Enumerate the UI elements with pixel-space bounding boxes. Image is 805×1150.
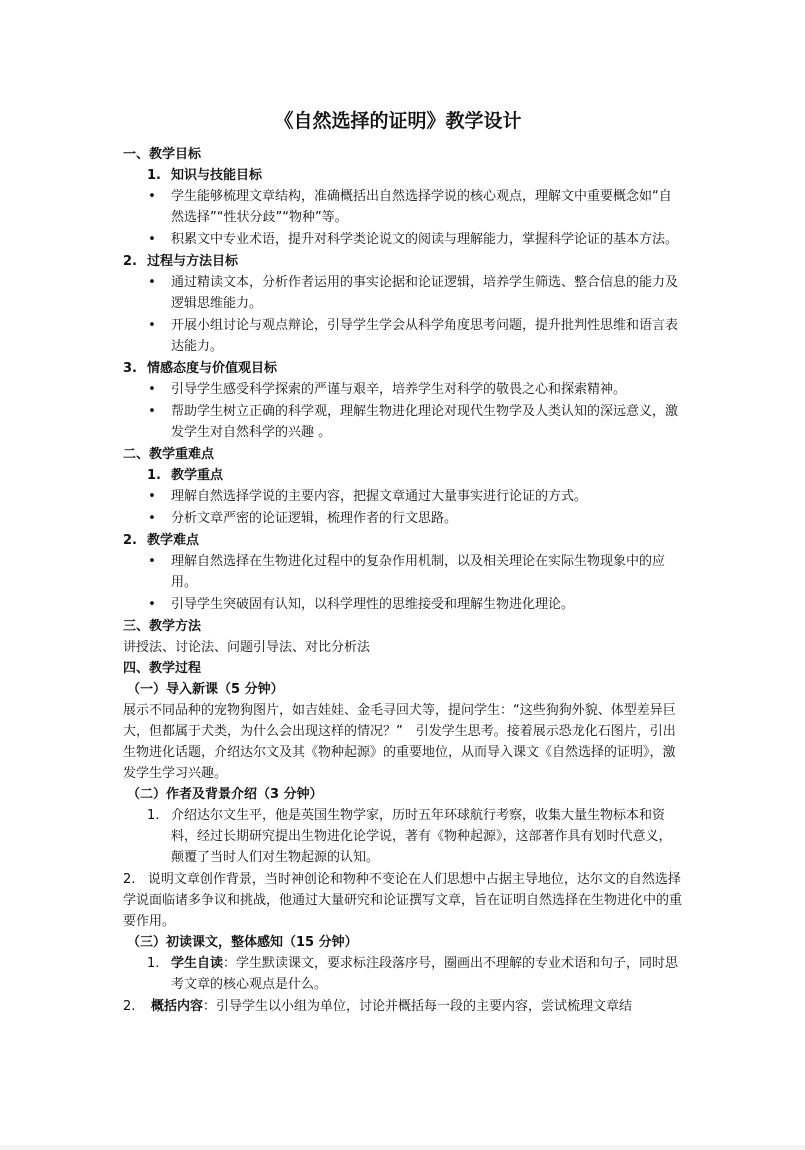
subheading-number: 1.: [147, 168, 161, 183]
bullet-icon: •: [148, 232, 156, 247]
step-intro-text: 展示不同品种的宠物狗图片，如吉娃娃、金毛寻回犬等，提问学生：“这些狗狗外貌、体型差异巨大，但都属于犬类，为什么会出现这样的情况？” 引发学生思考。接着展示恐龙化石图片，引出生物进化话题，介绍达尔文及其《物种起源》的重要地位，从而导入课文《自然选择的证明》，激发学生学习兴趣。: [123, 703, 676, 781]
bullet-icon: •: [148, 511, 156, 526]
subheading-knowledge-goals: [123, 165, 683, 186]
subheading-number: 2.: [123, 533, 137, 548]
item-text: ：学生默读课文，要求标注段落序号，圈画出不理解的专业术语和句子，同时思考文章的核心观点是什么。: [171, 956, 679, 992]
bullet-icon: •: [148, 597, 156, 612]
numbered-item: [123, 953, 683, 995]
item-number: 1.: [147, 956, 160, 971]
subheading-label: 教学重点: [171, 468, 224, 483]
bullet-item: [123, 379, 683, 400]
subheading-key-focus: [123, 465, 683, 486]
bullet-item: [123, 186, 683, 228]
item-label: 学生自读: [171, 956, 224, 971]
subheading-label: 过程与方法目标: [147, 254, 239, 269]
bullet-icon: •: [148, 554, 156, 569]
bullet-item: [123, 594, 683, 615]
bullet-item: [123, 229, 683, 250]
numbered-item: [123, 805, 683, 868]
section-heading-goals: 一、教学目标: [123, 147, 202, 162]
subheading-number: 1.: [147, 468, 161, 483]
bullet-icon: •: [148, 318, 156, 333]
item-number: 2.: [123, 999, 136, 1014]
bullet-text: 开展小组讨论与观点辩论，引导学生学会从科学角度思考问题，提升批判性思维和语言表达能力。: [171, 318, 679, 354]
step-heading-background: （二）作者及背景介绍（3 分钟）: [127, 787, 323, 802]
bullet-item: [123, 508, 683, 529]
bullet-item: [123, 401, 683, 443]
item-label: 概括内容: [151, 999, 204, 1014]
step-heading-intro: （一）导入新课（5 分钟）: [127, 682, 284, 697]
subheading-process-goals: [123, 251, 683, 272]
bullet-item: [123, 315, 683, 357]
subheading-label: 教学难点: [147, 533, 200, 548]
bullet-text: 引导学生感受科学探索的严谨与艰辛，培养学生对科学的敬畏之心和探索精神。: [171, 382, 627, 397]
subheading-values-goals: [123, 358, 683, 379]
bullet-text: 理解自然选择在生物进化过程中的复杂作用机制，以及相关理论在实际生物现象中的应用。: [171, 554, 666, 590]
bullet-text: 引导学生突破固有认知，以科学理性的思维接受和理解生物进化理论。: [171, 597, 575, 612]
bullet-item: [123, 486, 683, 507]
document-body: [123, 106, 683, 1017]
bullet-item: [123, 272, 683, 314]
bullet-icon: •: [148, 189, 156, 204]
section-heading-key-points: 二、教学重难点: [123, 447, 215, 462]
methods-text: 讲授法、讨论法、问题引导法、对比分析法: [123, 640, 371, 655]
item-text: 介绍达尔文生平，他是英国生物学家，历时五年环球航行考察，收集大量生物标本和资料，经过长期研究提出生物进化论学说，著有《物种起源》，这部著作具有划时代意义，颠覆了当时人们对生物起源的认知。: [171, 808, 672, 865]
bullet-text: 积累文中专业术语，提升对科学类论说文的阅读与理解能力，掌握科学论证的基本方法。: [171, 232, 679, 247]
step-heading-first-reading: （三）初读课文，整体感知（15 分钟）: [127, 935, 358, 950]
subheading-number: 2.: [123, 254, 137, 269]
bullet-icon: •: [148, 404, 156, 419]
bullet-text: 学生能够梳理文章结构，准确概括出自然选择学说的核心观点，理解文中重要概念如“自然选择”“性状分歧”“物种”等。: [171, 189, 672, 225]
bullet-icon: •: [148, 489, 156, 504]
item-number: 1.: [147, 808, 160, 823]
bullet-item: [123, 551, 683, 593]
bullet-text: 通过精读文本，分析作者运用的事实论据和论证逻辑，培养学生筛选、整合信息的能力及逻辑思维能力。: [171, 275, 679, 311]
section-heading-methods: 三、教学方法: [123, 619, 202, 634]
subheading-number: 3.: [123, 361, 137, 376]
subheading-difficulties: [123, 530, 683, 551]
subheading-label: 情感态度与价值观目标: [147, 361, 278, 376]
bullet-icon: •: [148, 275, 156, 290]
subheading-label: 知识与技能目标: [171, 168, 263, 183]
item-text: 说明文章创作背景，当时神创论和物种不变论在人们思想中占据主导地位，达尔文的自然选择学说面临诸多争议和挑战，他通过大量研究和论证撰写文章，旨在证明自然选择在生物进化中的重要作用。: [123, 872, 683, 929]
numbered-paragraph: [123, 869, 683, 932]
bullet-text: 帮助学生树立正确的科学观，理解生物进化理论对现代生物学及人类认知的深远意义，激发学生对自然科学的兴趣 。: [171, 404, 679, 440]
bullet-text: 分析文章严密的论证逻辑，梳理作者的行文思路。: [171, 511, 458, 526]
section-heading-process: 四、教学过程: [123, 661, 202, 676]
page-title: 《自然选择的证明》教学设计: [274, 110, 522, 132]
bullet-text: 理解自然选择学说的主要内容，把握文章通过大量事实进行论证的方式。: [171, 489, 588, 504]
item-text: ：引导学生以小组为单位，讨论并概括每一段的主要内容，尝试梳理文章结: [203, 999, 633, 1014]
item-number: 2.: [123, 872, 136, 887]
bullet-icon: •: [148, 382, 156, 397]
numbered-item: [123, 996, 683, 1017]
